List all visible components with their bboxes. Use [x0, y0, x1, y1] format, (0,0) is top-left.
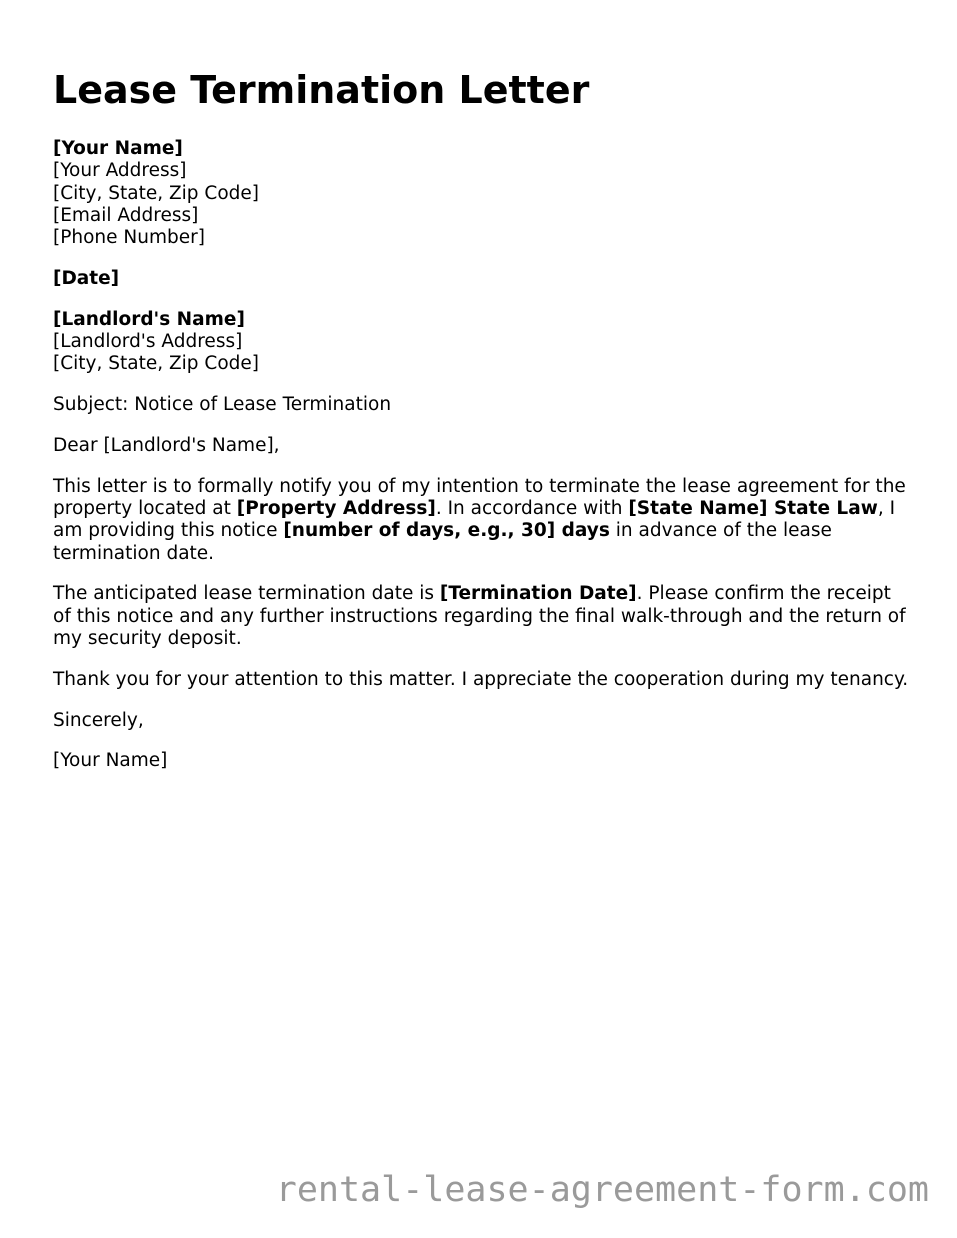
signature-name: [Your Name]: [53, 750, 168, 772]
letter-page: [53, 68, 913, 791]
notice-paragraph: [53, 476, 913, 565]
sender-block: [53, 138, 913, 249]
property-address-placeholder: [Property Address]: [236, 498, 436, 520]
sender-address: [Your Address]: [53, 160, 187, 182]
salutation: Dear [Landlord's Name],: [53, 434, 280, 456]
sender-name: [Your Name]: [53, 138, 183, 159]
page-title: Lease Termination Letter: [53, 68, 590, 112]
sender-phone: [Phone Number]: [53, 227, 205, 249]
notice-text-3: , I am providing this notice: [53, 498, 896, 542]
site-watermark: rental-lease-agreement-form.com: [275, 1170, 929, 1210]
landlord-name: [Landlord's Name]: [53, 308, 245, 330]
state-law-placeholder: [State Name] State Law: [628, 498, 878, 520]
landlord-address: [Landlord's Address]: [53, 331, 243, 353]
sender-city-state-zip: [City, State, Zip Code]: [53, 182, 259, 204]
letter-date: [Date]: [53, 267, 120, 289]
notice-days-placeholder: [number of days, e.g., 30] days: [283, 520, 610, 542]
subject-line: Subject: Notice of Lease Termination: [53, 394, 392, 416]
termination-date-paragraph: [53, 583, 913, 650]
landlord-block: [53, 309, 913, 376]
landlord-city-state-zip: [City, State, Zip Code]: [53, 353, 259, 375]
sender-email: [Email Address]: [53, 204, 199, 226]
notice-text-2: . In accordance with: [435, 498, 629, 520]
termination-date-placeholder: [Termination Date]: [439, 583, 637, 605]
notice-text-1: This letter is to formally notify you of my intention to terminate the lease agreement for the property located at: [53, 475, 906, 520]
closing: Sincerely,: [53, 709, 144, 731]
thanks-paragraph: Thank you for your attention to this matter. I appreciate the cooperation during my tenancy.: [53, 668, 909, 690]
termination-text-1: The anticipated lease termination date is: [53, 583, 440, 605]
termination-text-2: . Please confirm the receipt of this notice and any further instructions regarding the final walk-through and the return of my security deposit.: [53, 583, 906, 650]
notice-text-4: in advance of the lease termination date.: [53, 520, 832, 564]
date-block: [53, 268, 913, 290]
